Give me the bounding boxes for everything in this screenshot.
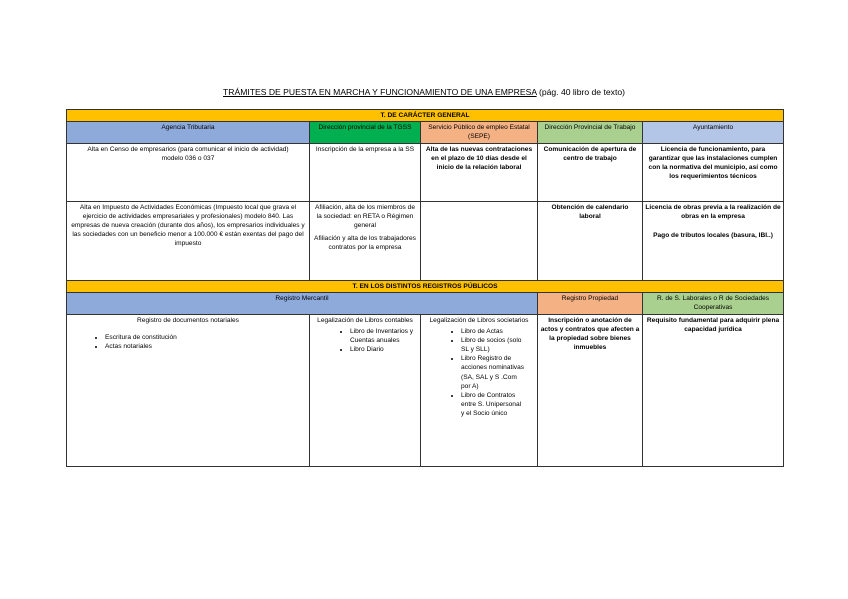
general-row-2 bbox=[67, 202, 784, 281]
header-registro-laborales: R. de S. Laborales o R de Sociedades Cooperativas bbox=[643, 293, 784, 315]
header-registro-propiedad: Registro Propiedad bbox=[538, 293, 643, 315]
list-item: • Libro de Contratos entre S. Unipersonal y el Socio único bbox=[461, 391, 525, 418]
cell-trabajo-apertura: Comunicación de apertura de centro de trabajo bbox=[538, 144, 643, 202]
header-direccion-trabajo: Dirección Provincial de Trabajo bbox=[538, 122, 643, 144]
cell-ayto-licencia-funcionamiento: Licencia de funcionamiento, para garantizar que las instalaciones cumplen con la normativa del municipio, así como los requerimientos técnicos bbox=[643, 144, 784, 202]
list-item: • Libro de Actas bbox=[461, 327, 525, 336]
ayto-licencia-obras: Licencia de obras previa a la realización de obras en la empresa bbox=[645, 204, 781, 221]
header-registro-mercantil: Registro Mercantil bbox=[67, 293, 538, 315]
section-title-registros: T. EN LOS DISTINTOS REGISTROS PÚBLICOS bbox=[67, 281, 784, 293]
cell-tgss-afiliacion bbox=[310, 202, 421, 281]
procedures-table bbox=[66, 109, 784, 467]
section-title-general: T. DE CARÁCTER GENERAL bbox=[67, 110, 784, 122]
cell-trabajo-calendario: Obtención de calendario laboral bbox=[538, 202, 643, 281]
ayto-spacer bbox=[645, 221, 781, 231]
cell-libros-contables bbox=[310, 315, 421, 467]
list-item: • Libro de socios (solo SL y SLL) bbox=[461, 336, 525, 354]
cell-ayto-obras-tributos bbox=[643, 202, 784, 281]
tgss-afiliacion-socios: Afiliación, alta de los miembros de la sociedad: en RETA o Régimen general bbox=[314, 204, 416, 230]
registros-row bbox=[67, 315, 784, 467]
tgss-afiliacion-trabajadores: Afiliación y alta de los trabajadores contratos por la empresa bbox=[314, 235, 416, 252]
section-row-general bbox=[67, 110, 784, 122]
list-item: • Escritura de constitución bbox=[105, 333, 307, 342]
subheader-contables: Legalización de Libros contables bbox=[317, 317, 413, 324]
societarios-list bbox=[423, 327, 535, 418]
cell-sepe-empty bbox=[421, 202, 538, 281]
cell-aeat-iae: Alta en Impuesto de Actividades Económicas (Impuesto local que grava el ejercicio de actividades empresariales y profesionales) modelo 840. Las empresas de nueva creación (durante dos años), los empresarios individuales y las sociedades con un beneficio menor a 100.000 € están exentas del pago del impuesto bbox=[67, 202, 310, 281]
list-item: • Actas notariales bbox=[105, 342, 307, 351]
cell-registro-laborales: Requisito fundamental para adquirir plena capacidad jurídica bbox=[643, 315, 784, 467]
title-main: TRÁMITES DE PUESTA EN MARCHA Y FUNCIONAMIENTO DE UNA EMPRESA bbox=[223, 87, 537, 97]
header-tgss: Dirección provincial de la TGSS bbox=[310, 122, 421, 144]
cell-documentos-notariales bbox=[67, 315, 310, 467]
list-item: • Libro de Inventarios y Cuentas anuales bbox=[350, 327, 418, 345]
general-row-1 bbox=[67, 144, 784, 202]
list-item: • Libro Diario bbox=[350, 345, 418, 354]
subheader-societarios: Legalización de Libros societarios bbox=[429, 317, 529, 324]
ayto-tributos-locales: Pago de tributos locales (basura, IBI..) bbox=[653, 232, 773, 240]
list-item: • Libro Registro de acciones nominativas (SA, SAL y S .Com por A) bbox=[461, 354, 525, 390]
cell-tgss-inscripcion: Inscripción de la empresa a la SS bbox=[310, 144, 421, 202]
header-sepe: Servicio Público de empleo Estatal (SEPE) bbox=[421, 122, 538, 144]
cell-libros-societarios bbox=[421, 315, 538, 467]
notariales-list bbox=[69, 333, 307, 351]
subheader-notariales: Registro de documentos notariales bbox=[137, 317, 239, 324]
document-title bbox=[0, 87, 848, 97]
section-row-registros bbox=[67, 281, 784, 293]
cell-aeat-censo: Alta en Censo de empresarios (para comunicar el inicio de actividad) modelo 036 o 037 bbox=[67, 144, 310, 202]
title-note: (pág. 40 libro de texto) bbox=[536, 87, 625, 97]
header-ayuntamiento: Ayuntamiento bbox=[643, 122, 784, 144]
cell-registro-propiedad: Inscripción o anotación de actos y contratos que afecten a la propiedad sobre bienes inmuebles bbox=[538, 315, 643, 467]
cell-sepe-alta: Alta de las nuevas contrataciones en el plazo de 10 días desde el inicio de la relación laboral bbox=[421, 144, 538, 202]
header-agencia-tributaria: Agencia Tributaria bbox=[67, 122, 310, 144]
contables-list bbox=[312, 327, 418, 354]
header-row-registros bbox=[67, 293, 784, 315]
header-row-general bbox=[67, 122, 784, 144]
